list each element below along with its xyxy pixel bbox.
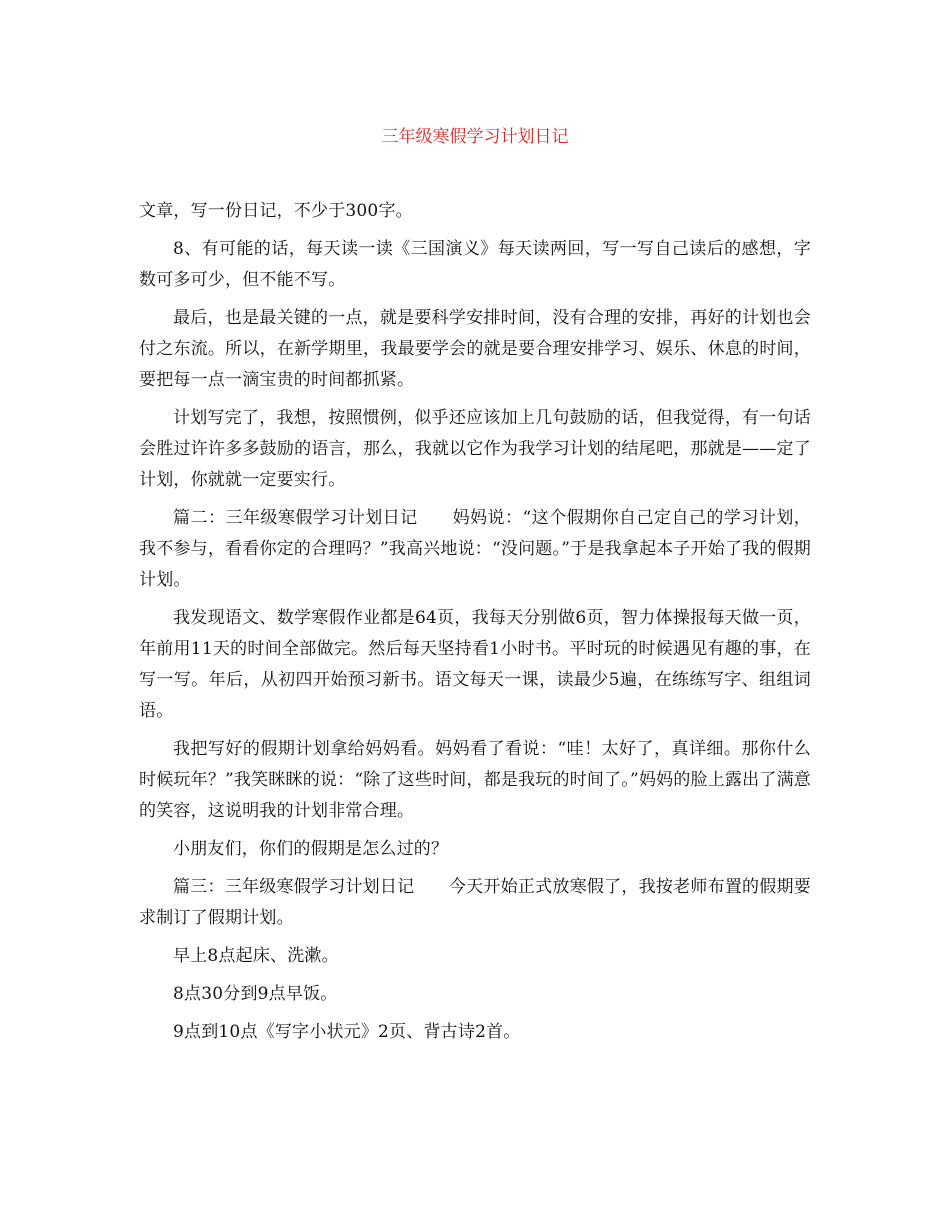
paragraph-part-two-plan: 我发现语文、数学寒假作业都是64页，我每天分别做6页，智力体操报每天做一页，年前用11天的时间全部做完。然后每天坚持看1小时书。平时玩的时候遇见有趣的事，在写一写。年后，从初四开始预习新书。语文每天一课，读最少5遍，在练练写字、组组词语。 xyxy=(139,608,811,721)
paragraph-part-two-question: 小朋友们，你们的假期是怎么过的？ xyxy=(173,839,449,859)
paragraph-schedule-1: 早上8点起床、洗漱。 xyxy=(173,946,339,966)
paragraph-part-two-mother: 我把写好的假期计划拿给妈妈看。妈妈看了看说：“哇！太好了，真详细。那你什么时候玩年？”我笑眯眯的说：“除了这些时间，都是我玩的时间了。”妈妈的脸上露出了满意的笑容，这说明我的计划非常合理。 xyxy=(139,739,811,821)
document-title: 三年级寒假学习计划日记 xyxy=(381,127,569,147)
paragraph-part-three-intro: 篇三：三年级寒假学习计划日记 今天开始正式放寒假了，我按老师布置的假期要求制订了假期计划。 xyxy=(139,877,811,928)
paragraph-item-8: 8、有可能的话，每天读一读《三国演义》每天读两回，写一写自己读后的感想，字数可多可少，但不能不写。 xyxy=(139,239,811,290)
paragraph-schedule-3: 9点到10点《写字小状元》2页、背古诗2首。 xyxy=(173,1022,521,1042)
document-body xyxy=(139,196,811,1055)
paragraph-conclusion: 最后，也是最关键的一点，就是要科学安排时间，没有合理的安排，再好的计划也会付之东流。所以，在新学期里，我最要学会的就是要合理安排学习、娱乐、休息的时间，要把每一点一滴宝贵的时间都抓紧。 xyxy=(139,308,811,390)
paragraph-part-two-intro: 篇二：三年级寒假学习计划日记 妈妈说：“这个假期你自己定自己的学习计划，我不参与，看看你定的合理吗？”我高兴地说：“没问题。”于是我拿起本子开始了我的假期计划。 xyxy=(139,508,811,590)
paragraph-ending: 计划写完了，我想，按照惯例，似乎还应该加上几句鼓励的话，但我觉得，有一句话会胜过许许多多鼓励的语言，那么，我就以它作为我学习计划的结尾吧，那就是——定了计划，你就就一定要实行。 xyxy=(139,408,811,490)
paragraph-schedule-2: 8点30分到9点早饭。 xyxy=(173,984,338,1004)
paragraph-continuation: 文章，写一份日记，不少于300字。 xyxy=(139,201,413,221)
